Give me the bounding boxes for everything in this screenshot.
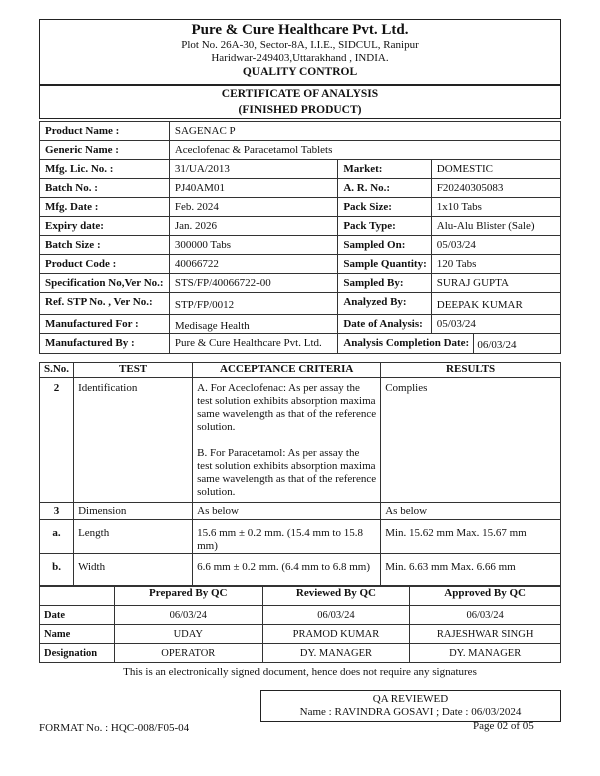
qa-reviewed-box [260,690,561,722]
page-number: Page 02 of 05 [473,720,534,732]
sno-cell: b. [40,554,74,586]
approved-by-header: Approved By QC [410,587,561,606]
table-row [40,179,561,198]
result-cell: Min. 15.62 mm Max. 15.67 mm [381,520,561,554]
prepared-designation: OPERATOR [114,644,262,663]
sno-cell: a. [40,520,74,554]
name-label: Name [40,625,115,644]
batch-size-value: 300000 Tabs [169,236,338,255]
manufactured-for-value: Medisage Health [169,315,338,334]
product-name-label: Product Name : [40,122,170,141]
mfg-lic-label: Mfg. Lic. No. : [40,160,170,179]
company-name: Pure & Cure Healthcare Pvt. Ltd. [191,22,409,38]
specification-value: STS/FP/40066722-00 [169,274,338,293]
test-results-table [39,362,561,586]
product-name-value: SAGENAC P [169,122,560,141]
result-cell: Complies [381,378,561,503]
criteria-header: ACCEPTANCE CRITERIA [193,363,381,378]
date-label: Date [40,606,115,625]
table-row [40,255,561,274]
signoff-corner [40,587,115,606]
prepared-date: 06/03/24 [114,606,262,625]
ref-stp-label: Ref. STP No. , Ver No.: [40,293,170,315]
pack-size-label: Pack Size: [338,198,431,217]
completion-cell [338,334,561,354]
expiry-value: Jan. 2026 [169,217,338,236]
table-row [40,293,561,315]
ar-no-value: F20240305083 [431,179,560,198]
product-info-table [39,121,561,354]
sampled-on-label: Sampled On: [338,236,431,255]
pack-size-value: 1x10 Tabs [431,198,560,217]
test-cell: Width [74,554,193,586]
results-header: RESULTS [381,363,561,378]
product-code-label: Product Code : [40,255,170,274]
table-row [40,217,561,236]
analyzed-by-label: Analyzed By: [338,293,431,315]
certificate-title: CERTIFICATE OF ANALYSIS [221,88,379,100]
mfg-lic-value: 31/UA/2013 [169,160,338,179]
criteria-cell: 15.6 mm ± 0.2 mm. (15.4 mm to 15.8 mm) [193,520,381,554]
criteria-paracetamol: B. For Paracetamol: As per assay the test solution exhibits absorption maxima same wavelength as that of the reference solution. [197,447,377,498]
approved-name: RAJESHWAR SINGH [410,625,561,644]
table-row [40,625,561,644]
table-header-row [40,363,561,378]
expiry-label: Expiry date: [40,217,170,236]
date-of-analysis-label: Date of Analysis: [338,315,431,334]
sampled-by-label: Sampled By: [338,274,431,293]
test-cell: Identification [74,378,193,503]
batch-no-label: Batch No. : [40,179,170,198]
batch-no-value: PJ40AM01 [169,179,338,198]
ref-stp-value: STP/FP/0012 [169,293,338,315]
market-label: Market: [338,160,431,179]
address-line-2: Haridwar-249403,Uttarakhand , INDIA. [211,52,389,64]
table-row [40,334,561,354]
specification-label: Specification No,Ver No.: [40,274,170,293]
sampled-by-value: SURAJ GUPTA [431,274,560,293]
completion-date-label: Analysis Completion Date: [338,334,474,353]
approved-date: 06/03/24 [410,606,561,625]
address-line-1: Plot No. 26A-30, Sector-8A, I.I.E., SIDCUL, Ranipur [181,39,419,51]
table-row [40,378,561,503]
table-row [40,644,561,663]
test-header: TEST [74,363,193,378]
reviewed-date: 06/03/24 [262,606,410,625]
pack-type-value: Alu-Alu Blister (Sale) [431,217,560,236]
table-row [40,198,561,217]
product-code-value: 40066722 [169,255,338,274]
prepared-name: UDAY [114,625,262,644]
qa-title: QA REVIEWED [372,693,449,705]
batch-size-label: Batch Size : [40,236,170,255]
designation-label: Designation [40,644,115,663]
analyzed-by-value: DEEPAK KUMAR [431,293,560,315]
format-number: FORMAT No. : HQC-008/F05-04 [39,722,190,734]
table-row [40,503,561,520]
signoff-table [39,586,561,663]
department-title: QUALITY CONTROL [242,66,358,78]
manufactured-by-label: Manufactured By : [40,334,170,354]
reviewed-designation: DY. MANAGER [262,644,410,663]
result-cell: As below [381,503,561,520]
qa-detail: Name : RAVINDRA GOSAVI ; Date : 06/03/2024 [299,706,522,718]
manufactured-by-value: Pure & Cure Healthcare Pvt. Ltd. [169,334,338,354]
table-row [40,606,561,625]
sno-header: S.No. [40,363,74,378]
ar-no-label: A. R. No.: [338,179,431,198]
table-row [40,520,561,554]
market-value: DOMESTIC [431,160,560,179]
generic-name-value: Aceclofenac & Paracetamol Tablets [169,141,560,160]
table-row [40,236,561,255]
criteria-cell [193,378,381,503]
sno-cell: 3 [40,503,74,520]
approved-designation: DY. MANAGER [410,644,561,663]
table-row [40,554,561,586]
reviewed-by-header: Reviewed By QC [262,587,410,606]
sampled-on-value: 05/03/24 [431,236,560,255]
pack-type-label: Pack Type: [338,217,431,236]
certificate-subtitle: (FINISHED PRODUCT) [238,104,362,116]
test-cell: Length [74,520,193,554]
generic-name-label: Generic Name : [40,141,170,160]
test-cell: Dimension [74,503,193,520]
table-row [40,160,561,179]
mfg-date-label: Mfg. Date : [40,198,170,217]
completion-date-value: 06/03/24 [477,339,517,351]
esign-note: This is an electronically signed document, hence does not require any signatures [123,666,477,678]
mfg-date-value: Feb. 2024 [169,198,338,217]
reviewed-name: PRAMOD KUMAR [262,625,410,644]
sample-quantity-value: 120 Tabs [431,255,560,274]
criteria-cell: 6.6 mm ± 0.2 mm. (6.4 mm to 6.8 mm) [193,554,381,586]
table-row [40,315,561,334]
criteria-aceclofenac: A. For Aceclofenac: As per assay the test solution exhibits absorption maxima same wavelength as that of the reference solution. [197,382,377,433]
header-box [39,19,561,85]
table-row [40,274,561,293]
table-header-row [40,587,561,606]
certificate-title-box [39,85,561,119]
table-row [40,122,561,141]
result-cell: Min. 6.63 mm Max. 6.66 mm [381,554,561,586]
manufactured-for-label: Manufactured For : [40,315,170,334]
table-row [40,141,561,160]
sample-quantity-label: Sample Quantity: [338,255,431,274]
sno-cell: 2 [40,378,74,503]
criteria-cell: As below [193,503,381,520]
prepared-by-header: Prepared By QC [114,587,262,606]
date-of-analysis-value: 05/03/24 [431,315,560,334]
